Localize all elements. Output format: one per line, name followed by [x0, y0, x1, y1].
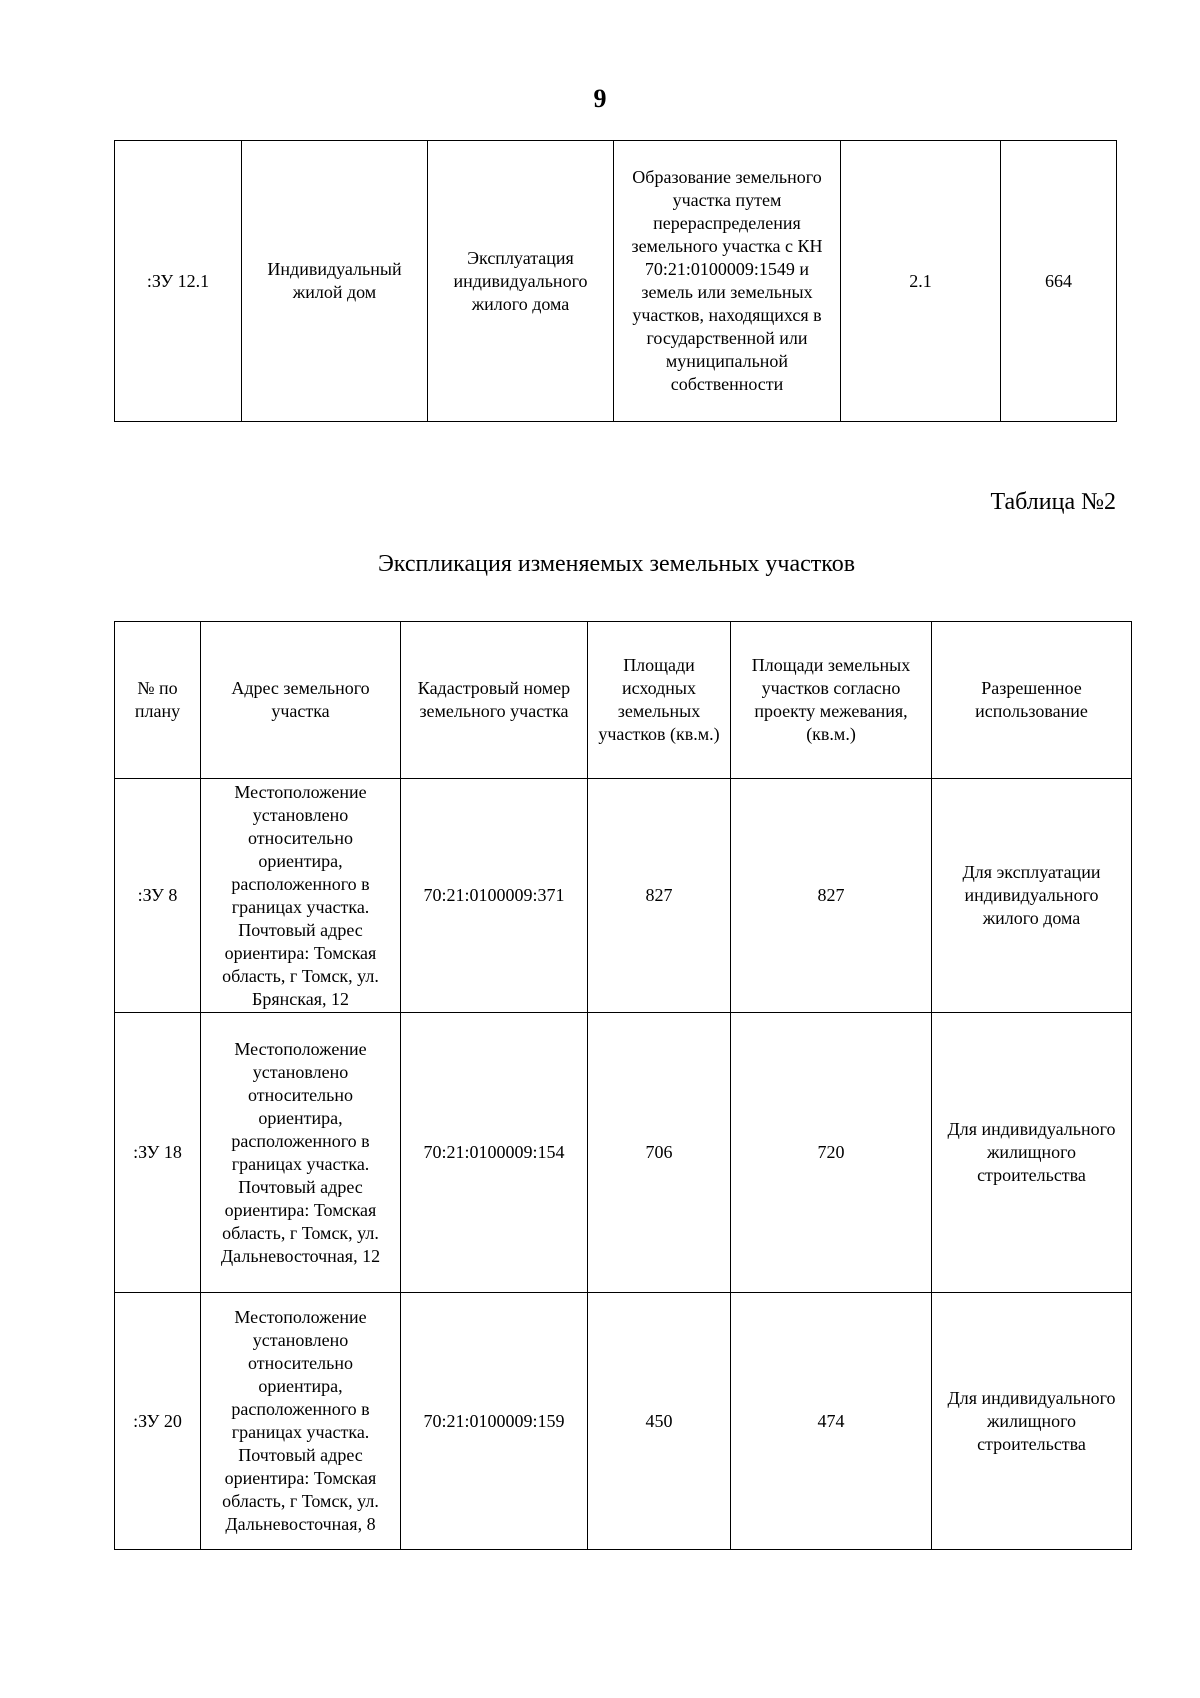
use-cell: Эксплуатация индивидуального жилого дома	[428, 141, 614, 422]
use-cell: Для эксплуатации индивидуального жилого дома	[932, 779, 1132, 1013]
table-header-row	[115, 622, 1132, 779]
cadastral-cell: 70:21:0100009:159	[401, 1293, 588, 1550]
area-project-cell: 827	[731, 779, 932, 1013]
area-project-cell: 474	[731, 1293, 932, 1550]
formation-method-cell: Образование земельного участка путем перераспределения земельного участка с КН 70:21:0100009:1549 и земель или земельных участков, находящихся в государственной или муниципальной собственности	[614, 141, 841, 422]
page-number: 9	[593, 84, 607, 113]
use-cell: Для индивидуального жилищного строительства	[932, 1013, 1132, 1293]
area-project-cell: 720	[731, 1013, 932, 1293]
table-row	[115, 1013, 1132, 1293]
table-row	[115, 779, 1132, 1013]
plan-number-cell: :ЗУ 8	[115, 779, 201, 1013]
header-plan-number: № по плану	[115, 622, 201, 779]
header-area-project: Площади земельных участков согласно проекту межевания, (кв.м.)	[731, 622, 932, 779]
address-cell: Местоположение установлено относительно ориентира, расположенного в границах участка. Почтовый адрес ориентира: Томская область, г Томск, ул. Дальневосточная, 8	[201, 1293, 401, 1550]
table-row	[115, 1293, 1132, 1550]
table-row	[115, 141, 1117, 422]
header-use: Разрешенное использование	[932, 622, 1132, 779]
area-source-cell: 827	[588, 779, 731, 1013]
area-source-cell: 706	[588, 1013, 731, 1293]
table-changed-plots	[114, 621, 1132, 1550]
address-cell: Местоположение установлено относительно ориентира, расположенного в границах участка. Почтовый адрес ориентира: Томская область, г Томск, ул. Дальневосточная, 12	[201, 1013, 401, 1293]
header-cadastral: Кадастровый номер земельного участка	[401, 622, 588, 779]
plan-number-cell: :ЗУ 18	[115, 1013, 201, 1293]
code-cell: 2.1	[841, 141, 1001, 422]
use-cell: Для индивидуального жилищного строительства	[932, 1293, 1132, 1550]
table-label: Таблица №2	[990, 489, 1116, 515]
cadastral-cell: 70:21:0100009:371	[401, 779, 588, 1013]
table-caption: Экспликация изменяемых земельных участков	[377, 551, 856, 577]
address-cell: Местоположение установлено относительно ориентира, расположенного в границах участка. Почтовый адрес ориентира: Томская область, г Томск, ул. Брянская, 12	[201, 779, 401, 1013]
header-address: Адрес земельного участка	[201, 622, 401, 779]
area-cell: 664	[1001, 141, 1117, 422]
header-area-source: Площади исходных земельных участков (кв.м.)	[588, 622, 731, 779]
object-cell: Индивидуальный жилой дом	[242, 141, 428, 422]
cadastral-cell: 70:21:0100009:154	[401, 1013, 588, 1293]
area-source-cell: 450	[588, 1293, 731, 1550]
table-land-formation-continued	[114, 140, 1117, 422]
plan-number-cell: :ЗУ 20	[115, 1293, 201, 1550]
plan-number-cell: :ЗУ 12.1	[115, 141, 242, 422]
